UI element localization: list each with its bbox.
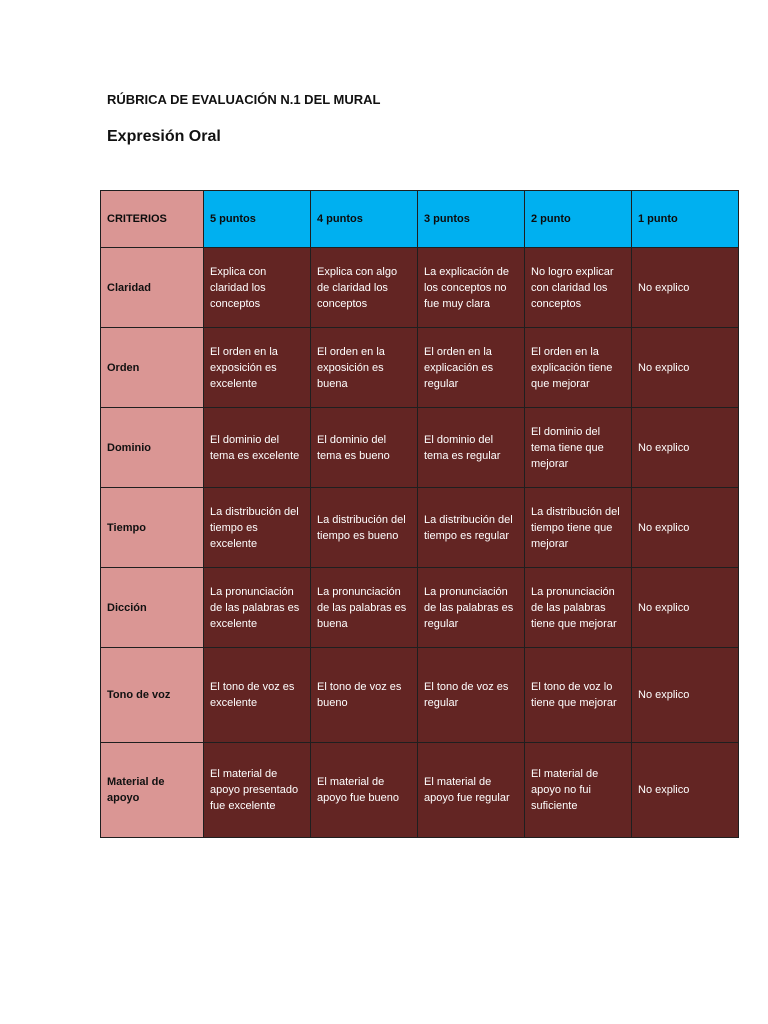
rubric-cell: El dominio del tema es bueno [311, 408, 418, 488]
criterion-label: Dicción [101, 568, 204, 648]
header-2-punto: 2 punto [525, 191, 632, 248]
rubric-cell: La explicación de los conceptos no fue muy clara [418, 248, 525, 328]
rubric-cell: El tono de voz es bueno [311, 648, 418, 743]
rubric-cell: El tono de voz es regular [418, 648, 525, 743]
rubric-cell: El material de apoyo no fui suficiente [525, 743, 632, 838]
rubric-cell: El tono de voz lo tiene que mejorar [525, 648, 632, 743]
rubric-cell: El material de apoyo presentado fue excelente [204, 743, 311, 838]
header-criterios: CRITERIOS [101, 191, 204, 248]
rubric-cell: No explico [632, 488, 739, 568]
rubric-cell: La distribución del tiempo tiene que mejorar [525, 488, 632, 568]
header-5-puntos: 5 puntos [204, 191, 311, 248]
table-row [101, 248, 739, 328]
rubric-cell: La pronunciación de las palabras es regular [418, 568, 525, 648]
rubric-cell: El dominio del tema es excelente [204, 408, 311, 488]
rubric-cell: El dominio del tema es regular [418, 408, 525, 488]
rubric-cell: No explico [632, 248, 739, 328]
rubric-cell: El tono de voz es excelente [204, 648, 311, 743]
criterion-label: Claridad [101, 248, 204, 328]
rubric-cell: El material de apoyo fue bueno [311, 743, 418, 838]
document-title: RÚBRICA DE EVALUACIÓN N.1 DEL MURAL [107, 92, 381, 107]
criterion-label: Tono de voz [101, 648, 204, 743]
rubric-cell: El orden en la exposición es buena [311, 328, 418, 408]
criterion-label: Dominio [101, 408, 204, 488]
rubric-cell: No explico [632, 568, 739, 648]
rubric-cell: Explica con claridad los conceptos [204, 248, 311, 328]
rubric-cell: No explico [632, 743, 739, 838]
rubric-cell: La distribución del tiempo es bueno [311, 488, 418, 568]
rubric-cell: El orden en la explicación tiene que mejorar [525, 328, 632, 408]
rubric-cell: Explica con algo de claridad los conceptos [311, 248, 418, 328]
document-subtitle: Expresión Oral [107, 128, 221, 145]
criterion-label: Orden [101, 328, 204, 408]
table-row [101, 328, 739, 408]
header-3-puntos: 3 puntos [418, 191, 525, 248]
table-row [101, 743, 739, 838]
rubric-cell: El dominio del tema tiene que mejorar [525, 408, 632, 488]
header-row [101, 191, 739, 248]
rubric-cell: La pronunciación de las palabras es excelente [204, 568, 311, 648]
rubric-cell: No logro explicar con claridad los conceptos [525, 248, 632, 328]
rubric-cell: No explico [632, 648, 739, 743]
rubric-table [100, 190, 739, 838]
criterion-label: Tiempo [101, 488, 204, 568]
header-4-puntos: 4 puntos [311, 191, 418, 248]
criterion-label: Material de apoyo [101, 743, 204, 838]
rubric-cell: El orden en la explicación es regular [418, 328, 525, 408]
table-row [101, 648, 739, 743]
rubric-cell: La pronunciación de las palabras tiene que mejorar [525, 568, 632, 648]
header-1-punto: 1 punto [632, 191, 739, 248]
table-row [101, 568, 739, 648]
rubric-cell: La pronunciación de las palabras es buena [311, 568, 418, 648]
rubric-cell: El orden en la exposición es excelente [204, 328, 311, 408]
rubric-cell: La distribución del tiempo es regular [418, 488, 525, 568]
table-row [101, 488, 739, 568]
rubric-cell: No explico [632, 328, 739, 408]
rubric-cell: La distribución del tiempo es excelente [204, 488, 311, 568]
rubric-cell: No explico [632, 408, 739, 488]
rubric-cell: El material de apoyo fue regular [418, 743, 525, 838]
table-row [101, 408, 739, 488]
